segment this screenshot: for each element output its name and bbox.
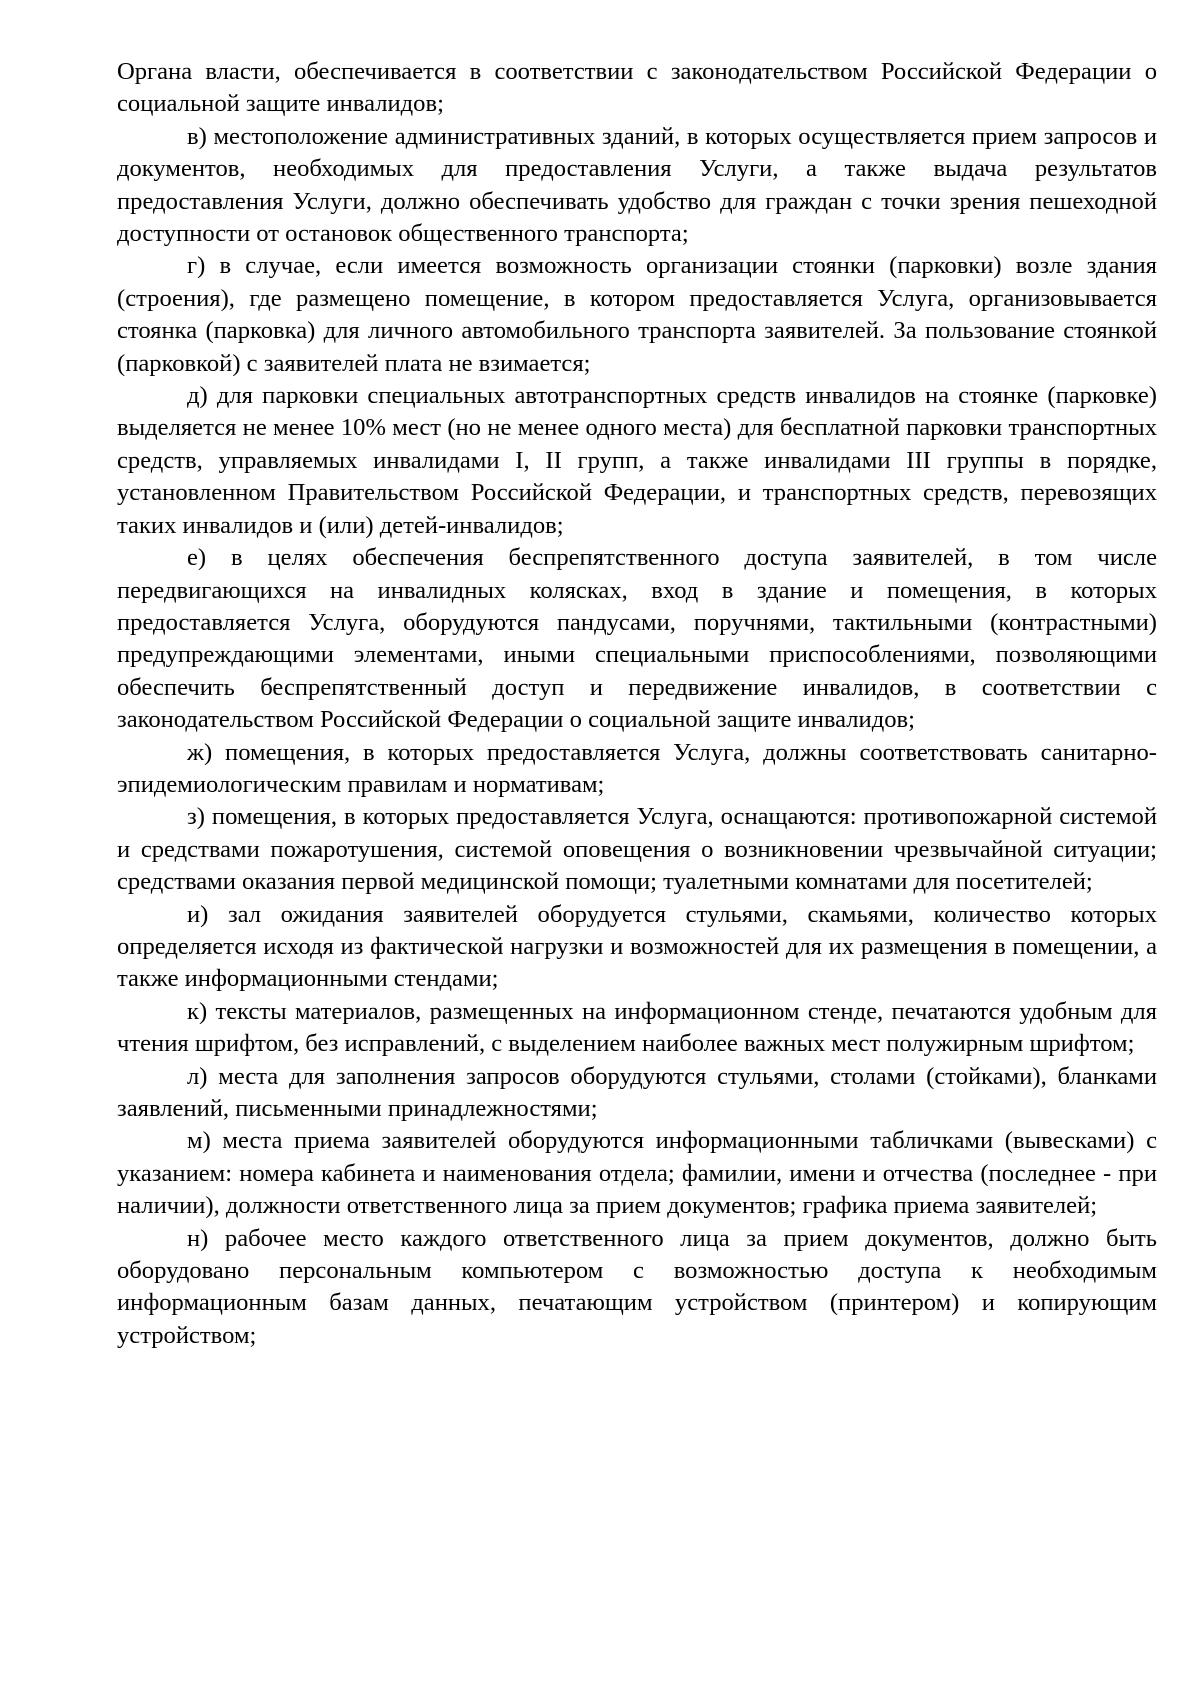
- paragraph-item-l: л) места для заполнения запросов оборудуются стульями, столами (стойками), бланками заявлений, письменными принадлежностями;: [117, 1062, 1157, 1122]
- paragraph-item-m: м) места приема заявителей оборудуются информационными табличками (вывесками) с указанием: номера кабинета и наименования отдела; фамилии, имени и отчества (последнее - при наличии), должности ответственного лица за прием документов; графика приема заявителей;: [117, 1127, 1157, 1220]
- paragraph-item-z: з) помещения, в которых предоставляется Услуга, оснащаются: противопожарной системой и средствами пожаротушения, системой оповещения о возникновении чрезвычайной ситуации; средствами оказания первой медицинской помощи; туалетными комнатами для посетителей;: [117, 803, 1157, 896]
- paragraph-continuation: Органа власти, обеспечивается в соответствии с законодательством Российской Федерации о социальной защите инвалидов;: [117, 58, 1157, 118]
- paragraph-item-zh: ж) помещения, в которых предоставляется Услуга, должны соответствовать санитарно-эпидемиологическим правилам и нормативам;: [117, 738, 1157, 798]
- paragraph-item-g: г) в случае, если имеется возможность организации стоянки (парковки) возле здания (строения), где размещено помещение, в котором предоставляется Услуга, организовывается стоянка (парковка) для личного автомобильного транспорта заявителей. За пользование стоянкой (парковкой) с заявителей плата не взимается;: [117, 252, 1157, 377]
- paragraph-item-d: д) для парковки специальных автотранспортных средств инвалидов на стоянке (парковке) выделяется не менее 10% мест (но не менее одного места) для бесплатной парковки транспортных средств, управляемых инвалидами I, II групп, а также инвалидами III группы в порядке, установленном Правительством Российской Федерации, и транспортных средств, перевозящих таких инвалидов и (или) детей-инвалидов;: [117, 382, 1157, 539]
- paragraph-item-k: к) тексты материалов, размещенных на информационном стенде, печатаются удобным для чтения шрифтом, без исправлений, с выделением наиболее важных мест полужирным шрифтом;: [117, 997, 1157, 1058]
- paragraph-item-e: е) в целях обеспечения беспрепятственного доступа заявителей, в том числе передвигающихся на инвалидных колясках, вход в здание и помещения, в которых предоставляется Услуга, оборудуются пандусами, поручнями, тактильными (контрастными) предупреждающими элементами, иными специальными приспособлениями, позволяющими обеспечить беспрепятственный доступ и передвижение инвалидов, в соответствии с законодательством Российской Федерации о социальной защите инвалидов;: [117, 544, 1157, 734]
- paragraph-item-v: в) местоположение административных зданий, в которых осуществляется прием запросов и документов, необходимых для предоставления Услуги, а также выдача результатов предоставления Услуги, должно обеспечивать удобство для граждан с точки зрения пешеходной доступности от остановок общественного транспорта;: [117, 122, 1157, 248]
- paragraph-item-n: н) рабочее место каждого ответственного лица за прием документов, должно быть оборудовано персональным компьютером с возможностью доступа к необходимым информационным базам данных, печатающим устройством (принтером) и копирующим устройством;: [117, 1224, 1157, 1349]
- document-page: [117, 56, 1157, 1352]
- paragraph-item-i: и) зал ожидания заявителей оборудуется стульями, скамьями, количество которых определяется исходя из фактической нагрузки и возможностей для их размещения в помещении, а также информационными стендами;: [117, 900, 1157, 993]
